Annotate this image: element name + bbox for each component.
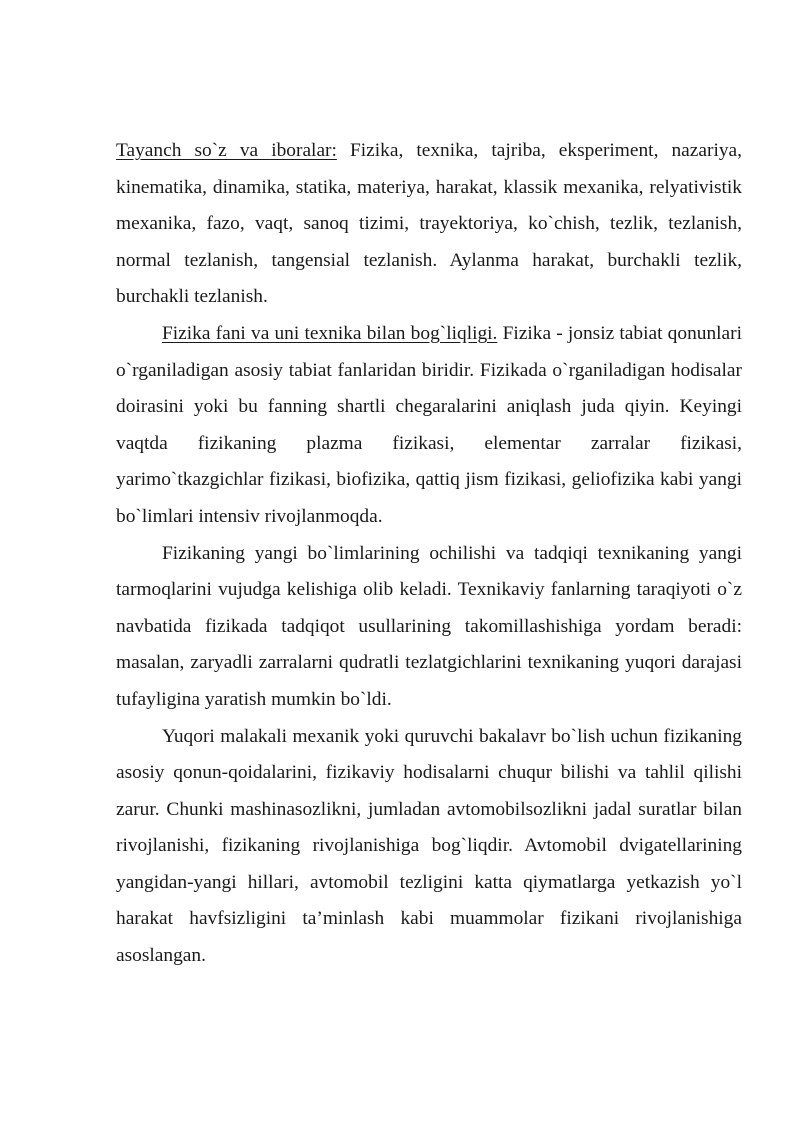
physics-technology-text: Fizika - jonsiz tabiat qonunlari o`rganiladigan asosiy tabiat fanlaridan biridir. Fizikada o`rganiladigan hodisalar doirasini yoki bu fanning shartli chegaralarini aniqlash juda qiyin. Keyingi vaqtda fizikaning plazma fizikasi, elementar zarralar fizikasi, yarimo`tkazgichlar fizikasi, biofizika, qattiq jism fizikasi, geliofizika kabi yangi bo`limlari intensiv rivojlanmoqda. — [116, 322, 742, 527]
key-terms-heading: Tayanch so`z va iboralar: — [116, 140, 337, 161]
key-terms-text: Fizika, texnika, tajriba, eksperiment, nazariya, kinematika, dinamika, statika, materiya, harakat, klassik mexanika, relyativistik mexanika, fazo, vaqt, sanoq tizimi, trayektoriya, ko`chish, tezlik, tezlanish, normal tezlanish, tangensial tezlanish. Aylanma harakat, burchakli tezlik, burchakli tezlanish. — [116, 140, 742, 308]
key-terms-paragraph — [116, 133, 742, 316]
bachelor-paragraph — [116, 719, 742, 975]
new-branches-text: Fizikaning yangi bo`limlarining ochilishi va tadqiqi texnikaning yangi tarmoqlarini vujudga kelishiga olib keladi. Texnikaviy fanlarning taraqiyoti o`z navbatida fizikada tadqiqot usullarining takomillashishiga yordam beradi: masalan, zaryadli zarralarni qudratli tezlatgichlarini texnikaning yuqori darajasi tufayligina yaratish mumkin bo`ldi. — [116, 542, 742, 710]
document-body — [116, 133, 742, 975]
new-branches-paragraph — [116, 536, 742, 719]
physics-technology-paragraph — [116, 316, 742, 536]
physics-technology-heading: Fizika fani va uni texnika bilan bog`liqligi. — [162, 322, 498, 344]
bachelor-text: Yuqori malakali mexanik yoki quruvchi bakalavr bo`lish uchun fizikaning asosiy qonun-qoidalarini, fizikaviy hodisalarni chuqur bilishi va tahlil qilishi zarur. Chunki mashinasozlikni, jumladan avtomobilsozlikni jadal suratlar bilan rivojlanishi, fizikaning rivojlanishiga bog`liqdir. Avtomobil dvigatellarining yangidan-yangi hillari, avtomobil tezligini katta qiymatlarga yetkazish yo`l harakat havfsizligini ta’minlash kabi muammolar fizikani rivojlanishiga asoslangan. — [116, 725, 742, 967]
